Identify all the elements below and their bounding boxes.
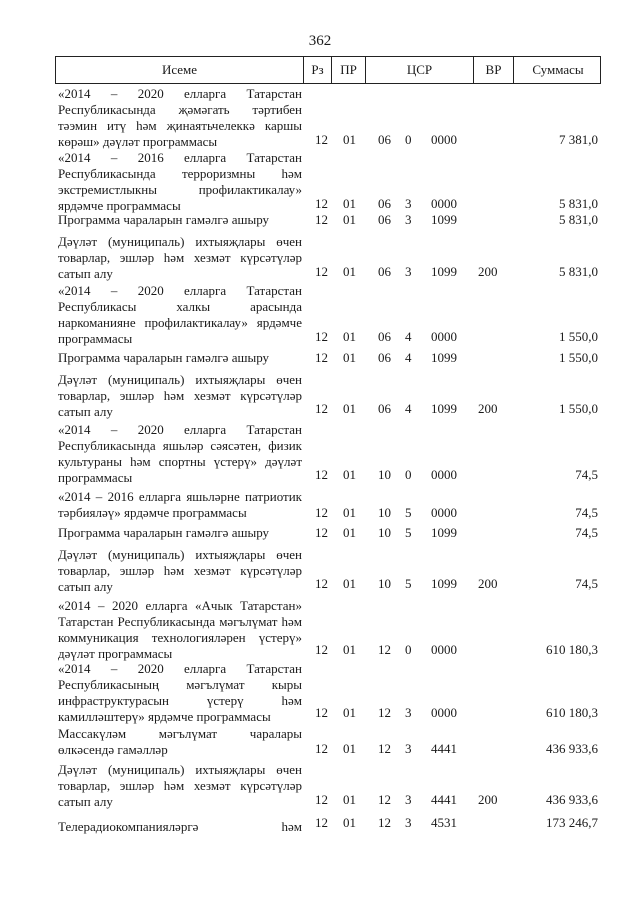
row-rz: 12 bbox=[315, 815, 328, 830]
row-pr: 01 bbox=[343, 467, 356, 482]
row-name: Телерадиокомпанияләргә һәм bbox=[58, 819, 302, 834]
header-sum: Суммасы bbox=[513, 57, 602, 83]
row-rz: 12 bbox=[315, 401, 328, 416]
row-sum: 74,5 bbox=[575, 576, 598, 591]
row-rz: 12 bbox=[315, 329, 328, 344]
row-csr-code: 0000 bbox=[431, 705, 457, 720]
row-csr-code: 4441 bbox=[431, 792, 457, 807]
row-csr-sub: 4 bbox=[405, 350, 412, 365]
row-sum: 610 180,3 bbox=[546, 642, 598, 657]
row-csr-code: 1099 bbox=[431, 350, 457, 365]
row-name: «2014 – 2020 елларга Татарстан Республикасының мәгълүмат кыры инфраструктурасын үстерү һәм камилләштерү» ярдәмче программасы bbox=[58, 661, 302, 724]
row-sum: 5 831,0 bbox=[559, 212, 598, 227]
row-csr-section: 10 bbox=[378, 505, 391, 520]
row-sum: 5 831,0 bbox=[559, 196, 598, 211]
row-csr-sub: 5 bbox=[405, 505, 412, 520]
row-csr-section: 10 bbox=[378, 525, 391, 540]
page-number: 362 bbox=[308, 33, 332, 49]
row-csr-code: 4531 bbox=[431, 815, 457, 830]
row-rz: 12 bbox=[315, 132, 328, 147]
row-vr: 200 bbox=[478, 576, 498, 591]
row-name: «2014 – 2020 елларга Татарстан Республикасында җәмәгать тәртибен тәэмин итү һәм җинаятьчелеккә каршы көрәш» дәүләт программасы bbox=[58, 86, 302, 149]
row-vr: 200 bbox=[478, 264, 498, 279]
row-csr-section: 12 bbox=[378, 792, 391, 807]
row-name: «2014 – 2016 елларга яшьләрне патриотик тәрбияләү» ярдәмче программасы bbox=[58, 489, 302, 520]
row-rz: 12 bbox=[315, 196, 328, 211]
row-sum: 173 246,7 bbox=[546, 815, 598, 830]
row-csr-code: 4441 bbox=[431, 741, 457, 756]
row-csr-code: 0000 bbox=[431, 132, 457, 147]
row-csr-section: 12 bbox=[378, 705, 391, 720]
row-sum: 436 933,6 bbox=[546, 792, 598, 807]
row-name: «2014 – 2020 елларга Татарстан Республикасы халкы арасында наркоманияне профилактикалау» ярдәмче программасы bbox=[58, 283, 302, 346]
row-csr-section: 06 bbox=[378, 350, 391, 365]
row-csr-sub: 0 bbox=[405, 467, 412, 482]
row-csr-section: 12 bbox=[378, 741, 391, 756]
row-csr-sub: 3 bbox=[405, 212, 412, 227]
row-rz: 12 bbox=[315, 576, 328, 591]
row-csr-code: 0000 bbox=[431, 467, 457, 482]
row-rz: 12 bbox=[315, 350, 328, 365]
row-pr: 01 bbox=[343, 525, 356, 540]
row-csr-code: 0000 bbox=[431, 196, 457, 211]
row-name: Программа чараларын гамәлгә ашыру bbox=[58, 525, 270, 540]
row-csr-code: 1099 bbox=[431, 525, 457, 540]
row-sum: 1 550,0 bbox=[559, 350, 598, 365]
row-sum: 1 550,0 bbox=[559, 329, 598, 344]
row-pr: 01 bbox=[343, 705, 356, 720]
row-csr-section: 12 bbox=[378, 815, 391, 830]
row-csr-section: 06 bbox=[378, 264, 391, 279]
row-sum: 610 180,3 bbox=[546, 705, 598, 720]
row-csr-sub: 3 bbox=[405, 741, 412, 756]
header-name: Исеме bbox=[161, 62, 198, 77]
row-csr-sub: 3 bbox=[405, 705, 412, 720]
row-csr-sub: 3 bbox=[405, 792, 412, 807]
row-pr: 01 bbox=[343, 576, 356, 591]
row-pr: 01 bbox=[343, 642, 356, 657]
row-csr-code: 0000 bbox=[431, 329, 457, 344]
row-sum: 74,5 bbox=[575, 505, 598, 520]
row-csr-sub: 3 bbox=[405, 815, 412, 830]
header-csr: ЦСР bbox=[365, 57, 473, 83]
row-csr-sub: 5 bbox=[405, 576, 412, 591]
row-csr-code: 0000 bbox=[431, 505, 457, 520]
row-csr-code: 0000 bbox=[431, 642, 457, 657]
row-name: «2014 – 2016 елларга Татарстан Республикасында терроризмны һәм экстремистлыкны профилактикалау» ярдәмче программасы bbox=[58, 150, 302, 213]
row-name: Программа чараларын гамәлгә ашыру bbox=[58, 350, 270, 365]
row-rz: 12 bbox=[315, 741, 328, 756]
row-sum: 5 831,0 bbox=[559, 264, 598, 279]
header-vr: ВР bbox=[473, 57, 513, 83]
row-sum: 1 550,0 bbox=[559, 401, 598, 416]
row-csr-sub: 4 bbox=[405, 329, 412, 344]
row-pr: 01 bbox=[343, 132, 356, 147]
header-pr: ПР bbox=[331, 57, 365, 83]
row-csr-sub: 3 bbox=[405, 196, 412, 211]
row-name: Программа чараларын гамәлгә ашыру bbox=[58, 212, 270, 227]
row-name: Дәүләт (муниципаль) ихтыяҗлары өчен товарлар, эшләр һәм хезмәт күрсәтүләр сатып алу bbox=[58, 762, 302, 809]
row-name: «2014 – 2020 елларга «Ачык Татарстан» Татарстан Республикасында мәгълүмат һәм коммуникация технологияләрен үстерү» дәүләт программасы bbox=[58, 598, 302, 661]
row-csr-section: 06 bbox=[378, 329, 391, 344]
row-csr-code: 1099 bbox=[431, 401, 457, 416]
row-csr-sub: 0 bbox=[405, 642, 412, 657]
row-pr: 01 bbox=[343, 264, 356, 279]
row-csr-section: 10 bbox=[378, 576, 391, 591]
row-rz: 12 bbox=[315, 525, 328, 540]
row-rz: 12 bbox=[315, 792, 328, 807]
row-pr: 01 bbox=[343, 196, 356, 211]
row-csr-code: 1099 bbox=[431, 576, 457, 591]
row-name: Дәүләт (муниципаль) ихтыяҗлары өчен товарлар, эшләр һәм хезмәт күрсәтүләр сатып алу bbox=[58, 234, 302, 281]
row-rz: 12 bbox=[315, 705, 328, 720]
row-csr-section: 12 bbox=[378, 642, 391, 657]
row-pr: 01 bbox=[343, 792, 356, 807]
row-name: Дәүләт (муниципаль) ихтыяҗлары өчен товарлар, эшләр һәм хезмәт күрсәтүләр сатып алу bbox=[58, 547, 302, 594]
row-csr-sub: 5 bbox=[405, 525, 412, 540]
row-rz: 12 bbox=[315, 264, 328, 279]
row-sum: 74,5 bbox=[575, 467, 598, 482]
row-sum: 74,5 bbox=[575, 525, 598, 540]
row-csr-section: 06 bbox=[378, 212, 391, 227]
row-pr: 01 bbox=[343, 401, 356, 416]
row-csr-code: 1099 bbox=[431, 264, 457, 279]
row-csr-section: 10 bbox=[378, 467, 391, 482]
row-csr-code: 1099 bbox=[431, 212, 457, 227]
row-vr: 200 bbox=[478, 401, 498, 416]
row-sum: 7 381,0 bbox=[559, 132, 598, 147]
row-name: «2014 – 2020 елларга Татарстан Республикасында яшьләр сәясәтен, физик культураны һәм спортны үстерү» дәүләт программасы bbox=[58, 422, 302, 485]
row-pr: 01 bbox=[343, 212, 356, 227]
row-pr: 01 bbox=[343, 815, 356, 830]
row-csr-section: 06 bbox=[378, 132, 391, 147]
row-name: Массакүләм мәгълүмат чаралары өлкәсендә гамәлләр bbox=[58, 726, 302, 757]
row-sum: 436 933,6 bbox=[546, 741, 598, 756]
row-rz: 12 bbox=[315, 642, 328, 657]
row-pr: 01 bbox=[343, 505, 356, 520]
row-name: Дәүләт (муниципаль) ихтыяҗлары өчен товарлар, эшләр һәм хезмәт күрсәтүләр сатып алу bbox=[58, 372, 302, 419]
row-vr: 200 bbox=[478, 792, 498, 807]
row-csr-sub: 3 bbox=[405, 264, 412, 279]
row-csr-sub: 0 bbox=[405, 132, 412, 147]
header-rz: Рз bbox=[303, 57, 331, 83]
row-csr-sub: 4 bbox=[405, 401, 412, 416]
row-rz: 12 bbox=[315, 467, 328, 482]
row-pr: 01 bbox=[343, 350, 356, 365]
row-csr-section: 06 bbox=[378, 196, 391, 211]
row-csr-section: 06 bbox=[378, 401, 391, 416]
row-rz: 12 bbox=[315, 212, 328, 227]
row-pr: 01 bbox=[343, 329, 356, 344]
row-rz: 12 bbox=[315, 505, 328, 520]
row-pr: 01 bbox=[343, 741, 356, 756]
